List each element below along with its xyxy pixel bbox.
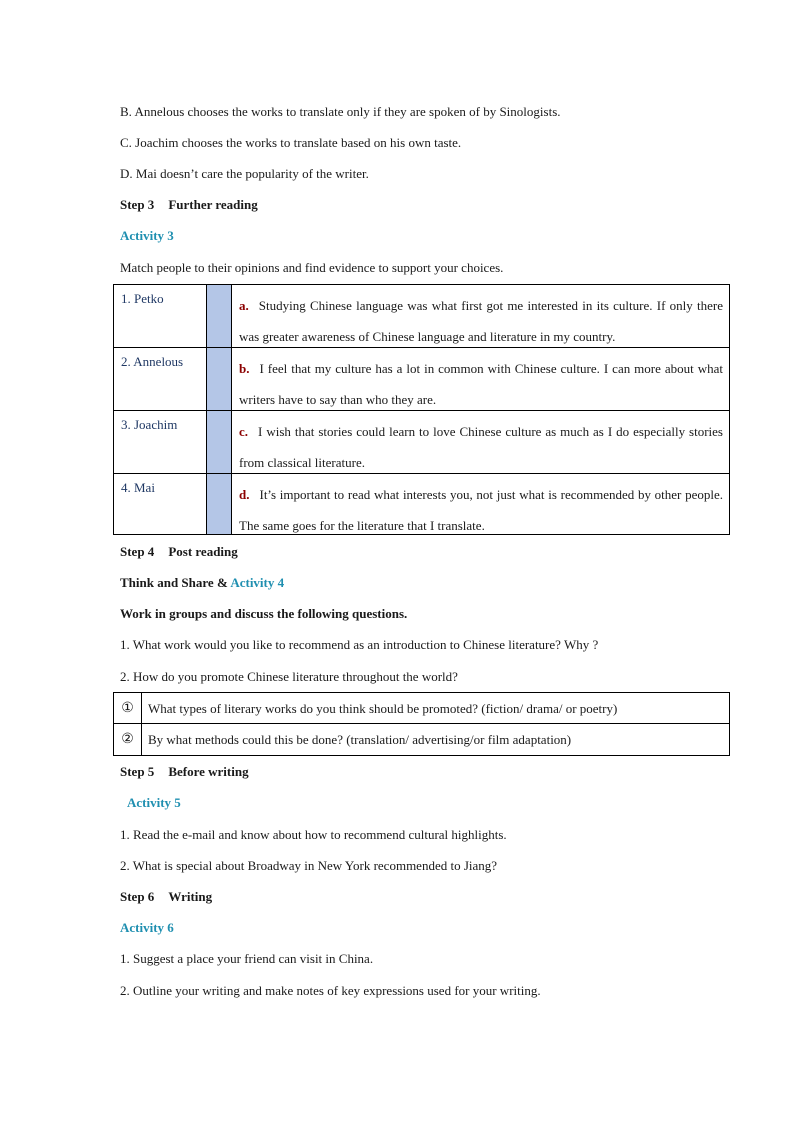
table-row xyxy=(114,411,729,474)
step6-label: Step 6 xyxy=(120,889,155,904)
option-c: C. Joachim chooses the works to translate based on his own taste. xyxy=(120,135,462,150)
step3-heading xyxy=(120,197,258,213)
activity6-question-1: 1. Suggest a place your friend can visit in China. xyxy=(120,951,374,966)
activity4-prefix: Think and Share & xyxy=(120,575,228,590)
table-row xyxy=(114,348,729,411)
activity6-title: Activity 6 xyxy=(120,920,174,935)
activity6-question-2: 2. Outline your writing and make notes of key expressions used for your writing. xyxy=(120,983,541,998)
activity5-question-2: 2. What is special about Broadway in New York recommended to Jiang? xyxy=(120,858,498,873)
activity4-question-2: 2. How do you promote Chinese literature throughout the world? xyxy=(120,669,458,684)
option-b: B. Annelous chooses the works to translate only if they are spoken of by Sinologists. xyxy=(120,104,561,119)
activity4-instruction: Work in groups and discuss the following questions. xyxy=(120,606,408,621)
step3-label: Step 3 xyxy=(120,197,155,212)
step4-heading xyxy=(120,544,238,560)
option-d: D. Mai doesn’t care the popularity of the writer. xyxy=(120,166,369,181)
opinion-text: c. I wish that stories could learn to love Chinese culture as much as I do especially stories from classical literature. xyxy=(239,424,723,470)
step5-heading xyxy=(120,764,249,780)
activity4-question-1: 1. What work would you like to recommend as an introduction to Chinese literature? Why ? xyxy=(120,637,599,652)
opinion-letter: c. xyxy=(239,424,249,439)
step3-title: Further reading xyxy=(168,197,258,212)
step6-title: Writing xyxy=(168,889,213,904)
opinion-letter: b. xyxy=(239,361,250,376)
discussion-prompt: By what methods could this be done? (translation/ advertising/or film adaptation) xyxy=(148,732,572,747)
discussion-table xyxy=(113,692,730,756)
activity5-title: Activity 5 xyxy=(127,795,181,810)
activity4-title: Activity 4 xyxy=(230,575,285,590)
step5-title: Before writing xyxy=(168,764,249,779)
table-row xyxy=(114,724,729,755)
activity5-question-1: 1. Read the e-mail and know about how to recommend cultural highlights. xyxy=(120,827,507,842)
person-name: 4. Mai xyxy=(121,480,155,495)
matching-table xyxy=(113,284,730,535)
opinion-letter: d. xyxy=(239,487,250,502)
opinion-letter: a. xyxy=(239,298,249,313)
person-name: 3. Joachim xyxy=(121,417,178,432)
circled-number: ① xyxy=(114,693,142,723)
table-row xyxy=(114,285,729,348)
step6-heading xyxy=(120,889,212,905)
activity3-title: Activity 3 xyxy=(120,228,174,243)
step4-label: Step 4 xyxy=(120,544,155,559)
step5-label: Step 5 xyxy=(120,764,155,779)
person-name: 2. Annelous xyxy=(121,354,184,369)
table-row xyxy=(114,693,729,724)
person-name: 1. Petko xyxy=(121,291,164,306)
circled-number: ② xyxy=(114,724,142,755)
opinion-text: b. I feel that my culture has a lot in common with Chinese culture. I can more about what writers have to say than who they are. xyxy=(239,361,723,407)
activity4-heading xyxy=(120,575,284,591)
discussion-prompt: What types of literary works do you think should be promoted? (fiction/ drama/ or poetry) xyxy=(148,701,618,716)
activity3-instruction: Match people to their opinions and find evidence to support your choices. xyxy=(120,260,504,275)
step4-title: Post reading xyxy=(168,544,238,559)
table-row xyxy=(114,474,729,534)
opinion-text: a. Studying Chinese language was what first got me interested in its culture. If only there was greater awareness of Chinese language and literature in my country. xyxy=(239,298,723,344)
opinion-text: d. It’s important to read what interests you, not just what is recommended by other people. The same goes for the literature that I translate. xyxy=(239,487,723,533)
